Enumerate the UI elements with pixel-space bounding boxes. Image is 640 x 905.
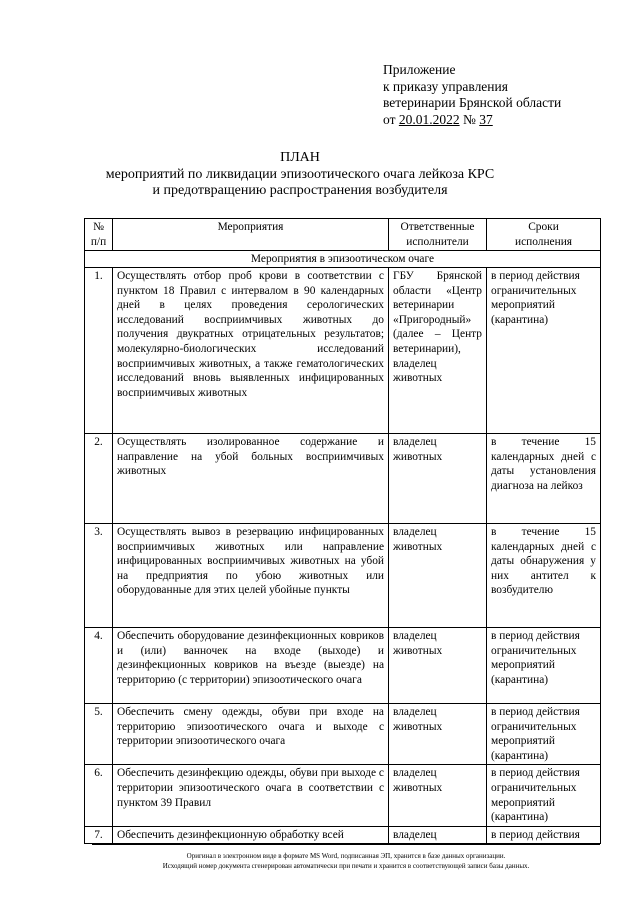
row-deadline: в период действия ограничительных мероприятий (карантина): [487, 704, 601, 765]
header-responsible-line-1: Ответственные: [400, 221, 475, 233]
order-number: 37: [479, 111, 493, 127]
row-responsible: владелец: [389, 826, 487, 844]
table-row: [85, 826, 601, 844]
header-measures: Мероприятия: [113, 219, 389, 251]
row-deadline: в период действия: [487, 826, 601, 844]
section-title: Мероприятия в эпизоотическом очаге: [85, 251, 601, 268]
appendix-prefix: от: [383, 111, 399, 127]
row-measure: Обеспечить дезинфекционную обработку всей: [113, 826, 389, 844]
plan-subtitle-line-2: и предотвращению распространения возбудителя: [152, 183, 448, 198]
header-num-line-2: п/п: [90, 235, 107, 248]
plan-table: [84, 218, 601, 844]
row-number: 2.: [85, 434, 113, 524]
row-responsible: владелец животных: [389, 628, 487, 704]
appendix-line-2: к приказу управления: [383, 78, 508, 94]
section-row: [85, 251, 601, 268]
header-num: [85, 219, 113, 251]
table-row: [85, 524, 601, 628]
plan-subtitle-line-1: мероприятий по ликвидации эпизоотического очага лейкоза КРС: [105, 166, 495, 182]
plan-heading: ПЛАН: [280, 150, 320, 165]
row-number: 1.: [85, 268, 113, 434]
row-measure: Обеспечить смену одежды, обуви при входе на территорию эпизоотического очага и выходе с территории эпизоотического очага: [113, 704, 389, 765]
footer-line-2: Исходящий номер документа сгенерирован автоматически при печати и хранится в соответствующей записи базы данных.: [162, 862, 530, 870]
header-deadlines: [487, 219, 601, 251]
plan-title: [80, 150, 520, 200]
row-measure: Обеспечить оборудование дезинфекционных ковриков и (или) ванночек на входе (выходе) и дезинфекционных ковриков на въезде (выезде) на территорию (с территории) эпизоотического очага: [113, 628, 389, 704]
row-number: 6.: [85, 765, 113, 826]
header-num-line-1: №: [93, 221, 104, 233]
row-deadline: в период действия ограничительных мероприятий (карантина): [487, 628, 601, 704]
appendix-order-line: [383, 112, 623, 129]
table-header-row: [85, 219, 601, 251]
row-measure: Осуществлять отбор проб крови в соответствии с пунктом 18 Правил с интервалом в 90 календарных дней в целях проведения серологических исследований восприимчивых животных до получения двукратных отрицательных результатов; молекулярно-биологических исследований восприимчивых животных, а также гематологических исследований вновь выявленных инфицированных восприимчивых животных: [113, 268, 389, 434]
appendix-block: [383, 62, 623, 128]
row-measure: Осуществлять вывоз в резервацию инфицированных восприимчивых животных или направление инфицированных восприимчивых животных на убой на предприятия по убою животных или оборудованные для этих целей убойные пункты: [113, 524, 389, 628]
number-sign: №: [459, 111, 480, 127]
header-deadlines-line-1: Сроки: [528, 221, 559, 233]
row-deadline: в период действия ограничительных мероприятий (карантина): [487, 765, 601, 826]
header-responsible: [389, 219, 487, 251]
row-number: 4.: [85, 628, 113, 704]
footer-line-1: Оригинал в электронном виде в формате MS Word, подписанная ЭП, хранится в базе данных организации.: [186, 852, 506, 860]
row-responsible: владелец животных: [389, 434, 487, 524]
row-deadline: в течение 15 календарных дней с даты установления диагноза на лейкоз: [487, 434, 601, 524]
table-row: [85, 628, 601, 704]
appendix-line-3: ветеринарии Брянской области: [383, 95, 562, 110]
table-row: [85, 268, 601, 434]
header-responsible-line-2: исполнители: [406, 235, 469, 248]
row-responsible: владелец животных: [389, 765, 487, 826]
table-row: [85, 765, 601, 826]
row-responsible: ГБУ Брянской области «Центр ветеринарии «Пригородный» (далее – Центр ветеринарии), владелец животных: [389, 268, 487, 434]
row-deadline: в течение 15 календарных дней с даты обнаружения у них антител к возбудителю: [487, 524, 601, 628]
table-row: [85, 434, 601, 524]
order-date: 20.01.2022: [398, 111, 460, 127]
row-measure: Обеспечить дезинфекцию одежды, обуви при выходе с территории эпизоотического очага в соответствии с пунктом 39 Правил: [113, 765, 389, 826]
row-number: 7.: [85, 826, 113, 844]
row-measure: Осуществлять изолированное содержание и направление на убой больных восприимчивых животных: [113, 434, 389, 524]
row-responsible: владелец животных: [389, 524, 487, 628]
appendix-line-1: Приложение: [383, 62, 456, 77]
row-number: 3.: [85, 524, 113, 628]
row-number: 5.: [85, 704, 113, 765]
table-row: [85, 704, 601, 765]
row-deadline: в период действия ограничительных мероприятий (карантина): [487, 268, 601, 434]
row-responsible: владелец животных: [389, 704, 487, 765]
header-deadlines-line-2: исполнения: [514, 235, 573, 248]
footer-note: [92, 844, 600, 871]
